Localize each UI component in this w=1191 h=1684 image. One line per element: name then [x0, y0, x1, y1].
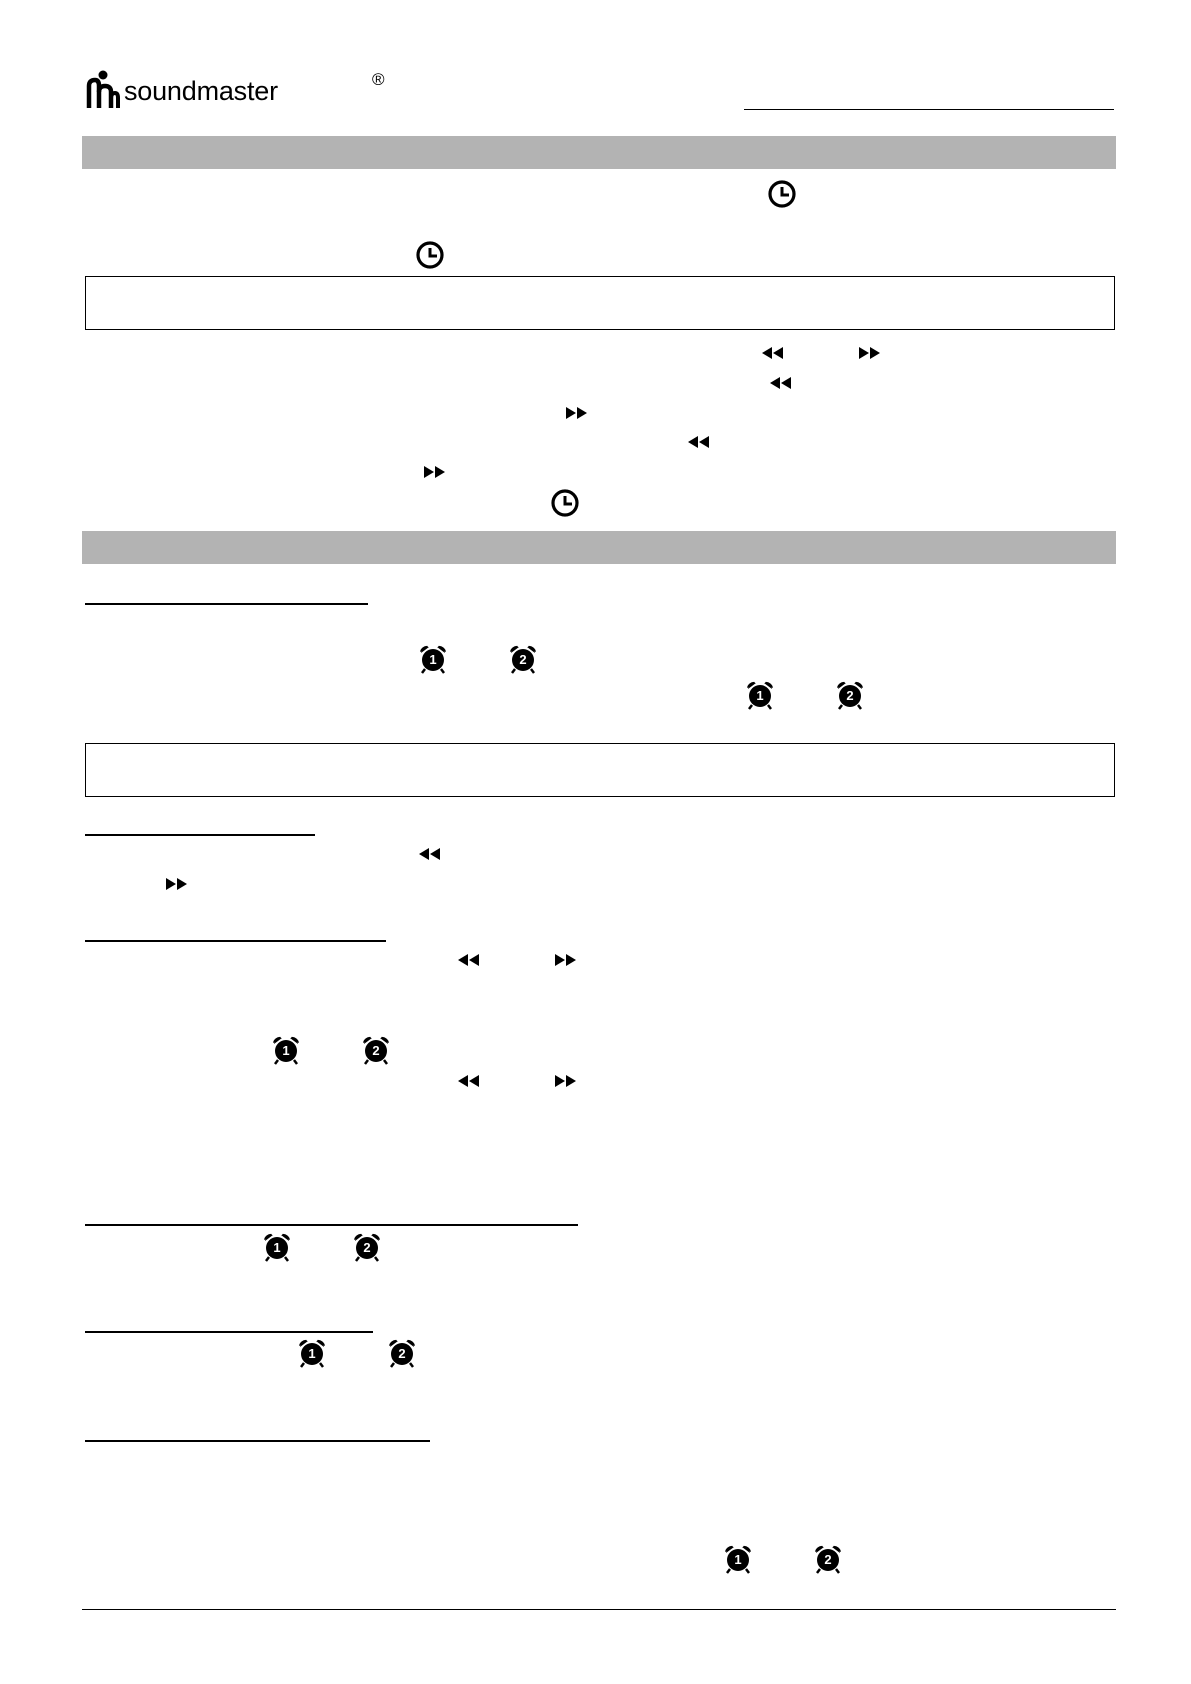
alarm-2-icon: 2	[386, 1337, 418, 1369]
clock-icon	[550, 488, 580, 518]
fast-forward-icon	[553, 1074, 577, 1088]
footer-rule	[82, 1609, 1116, 1610]
fast-forward-icon	[164, 877, 188, 891]
rewind-icon	[457, 1074, 481, 1088]
section-header-bar	[82, 531, 1116, 564]
header-rule	[744, 109, 1114, 110]
alarm-2-icon: 2	[351, 1231, 383, 1263]
alarm-1-icon: 1	[722, 1543, 754, 1575]
note-box	[85, 743, 1115, 797]
fast-forward-icon	[422, 465, 446, 479]
note-box	[85, 276, 1115, 330]
alarm-1-icon: 1	[296, 1337, 328, 1369]
fast-forward-icon	[564, 406, 588, 420]
alarm-2-icon: 2	[834, 679, 866, 711]
subheading-underline	[85, 603, 368, 605]
rewind-icon	[418, 847, 442, 861]
subheading-underline	[85, 1224, 578, 1226]
alarm-1-icon: 1	[744, 679, 776, 711]
clock-icon	[415, 240, 445, 270]
soundmaster-logo-icon	[86, 70, 120, 110]
clock-icon	[767, 179, 797, 209]
brand-name: soundmaster	[124, 76, 278, 106]
rewind-icon	[761, 346, 785, 360]
section-header-bar	[82, 136, 1116, 169]
fast-forward-icon	[857, 346, 881, 360]
subheading-underline	[85, 1440, 430, 1442]
alarm-2-icon: 2	[812, 1543, 844, 1575]
subheading-underline	[85, 940, 386, 942]
alarm-1-icon: 1	[261, 1231, 293, 1263]
rewind-icon	[457, 953, 481, 967]
alarm-2-icon: 2	[507, 643, 539, 675]
subheading-underline	[85, 834, 315, 836]
alarm-1-icon: 1	[270, 1034, 302, 1066]
alarm-2-icon: 2	[360, 1034, 392, 1066]
rewind-icon	[769, 376, 793, 390]
registered-mark: ®	[372, 70, 385, 89]
fast-forward-icon	[553, 953, 577, 967]
rewind-icon	[687, 435, 711, 449]
alarm-1-icon: 1	[417, 643, 449, 675]
subheading-underline	[85, 1331, 373, 1333]
